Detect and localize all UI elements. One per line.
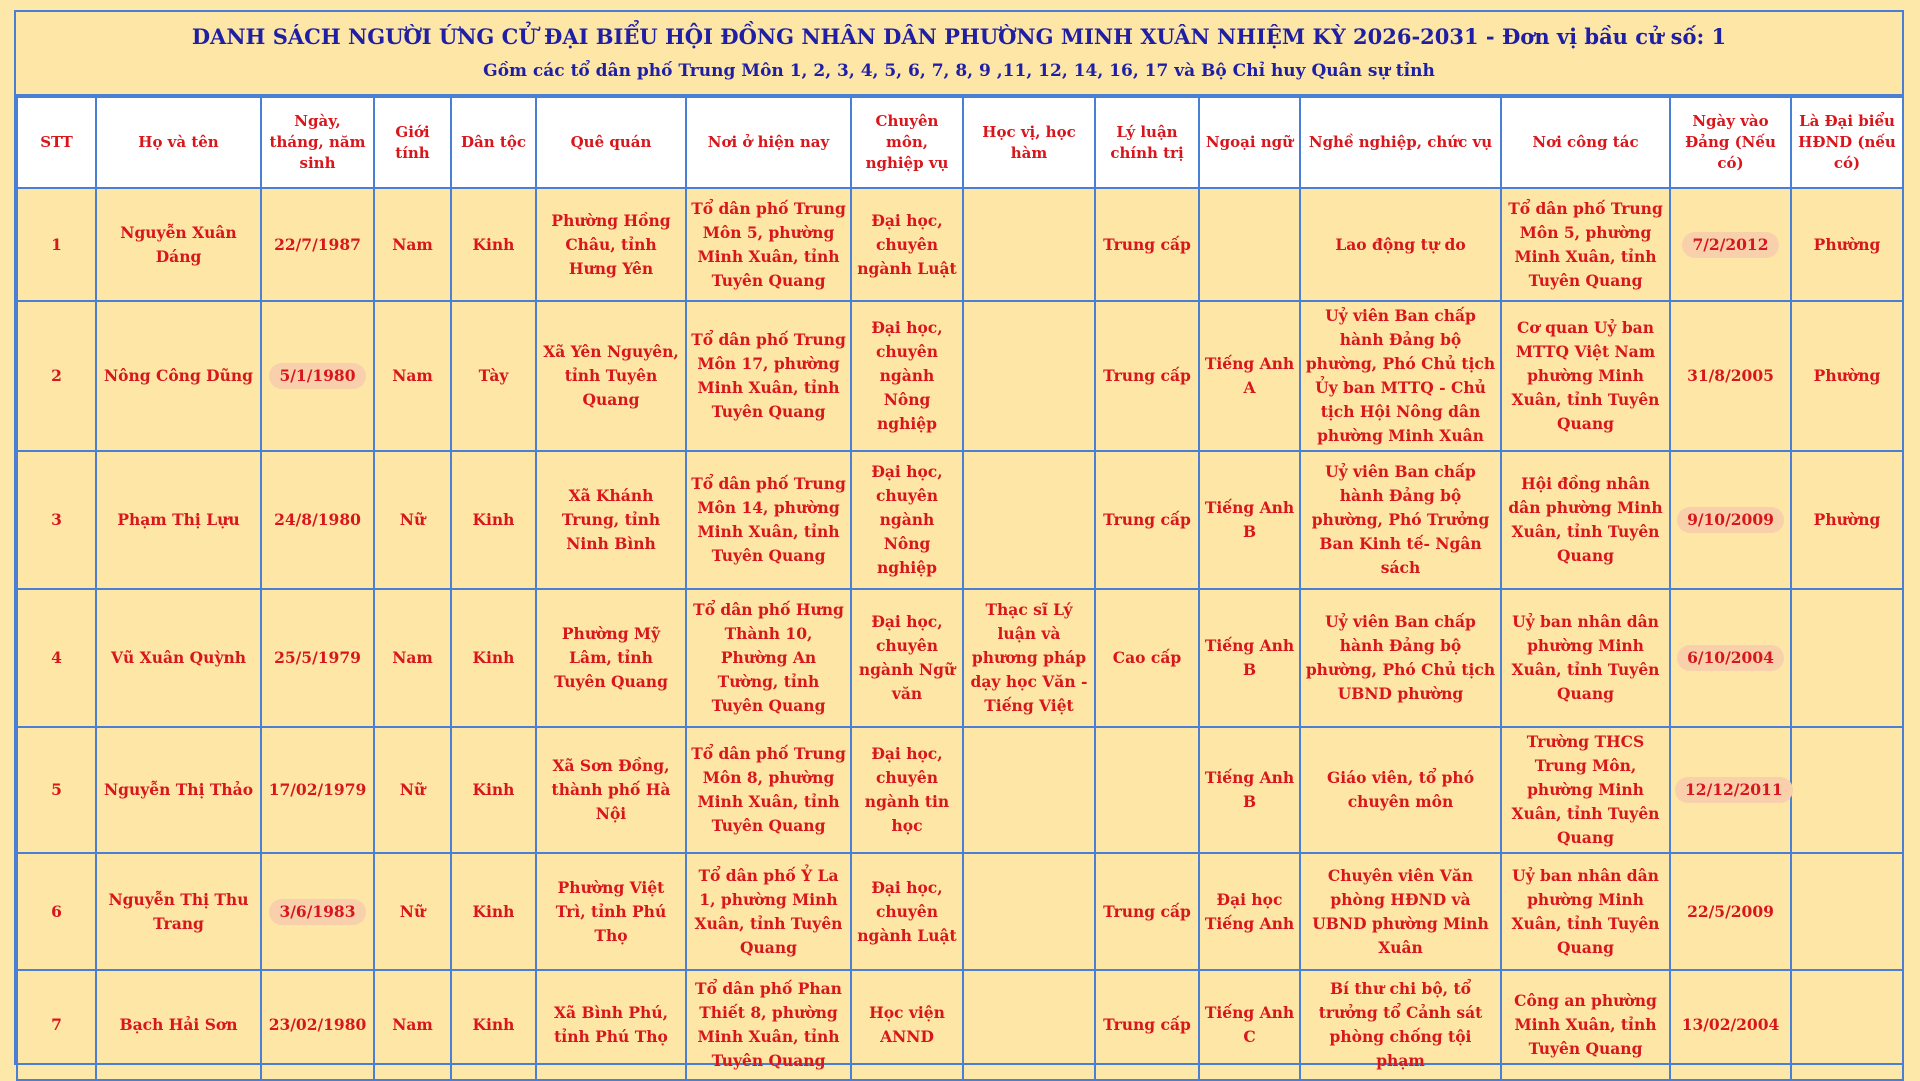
table-row xyxy=(17,853,1903,970)
table-row xyxy=(17,301,1903,451)
document-title: DANH SÁCH NGƯỜI ỨNG CỬ ĐẠI BIỂU HỘI ĐỒNG NHÂN DÂN PHƯỜNG MINH XUÂN NHIỆM KỲ 2026-2031 - Đơn vị bầu cử số: 1 xyxy=(191,24,1727,49)
cell-language: Tiếng Anh B xyxy=(1199,451,1300,589)
header-row xyxy=(17,97,1903,188)
cell-occupation: Chuyên viên Văn phòng HĐND và UBND phường Minh Xuân xyxy=(1300,853,1501,970)
title-block xyxy=(16,12,1902,96)
cell-occupation: Uỷ viên Ban chấp hành Đảng bộ phường, Phó Chủ tịch UBND phường xyxy=(1300,589,1501,727)
cell-workplace: Công an phường Minh Xuân, tỉnh Tuyên Quang xyxy=(1501,970,1670,1080)
cell-ethnicity: Kinh xyxy=(451,970,536,1080)
cell-party-date: 31/8/2005 xyxy=(1670,301,1791,451)
header-expertise: Chuyên môn, nghiệp vụ xyxy=(851,97,963,188)
cell-residence: Tổ dân phố Trung Môn 14, phường Minh Xuân, tỉnh Tuyên Quang xyxy=(686,451,851,589)
cell-occupation: Uỷ viên Ban chấp hành Đảng bộ phường, Phó Chủ tịch Ủy ban MTTQ - Chủ tịch Hội Nông dân phường Minh Xuân xyxy=(1300,301,1501,451)
cell-hometown: Phường Việt Trì, tỉnh Phú Thọ xyxy=(536,853,686,970)
cell-residence: Tổ dân phố Ỷ La 1, phường Minh Xuân, tỉnh Tuyên Quang xyxy=(686,853,851,970)
header-hometown: Quê quán xyxy=(536,97,686,188)
cell-stt: 2 xyxy=(17,301,96,451)
cell-residence: Tổ dân phố Phan Thiết 8, phường Minh Xuân, tỉnh Tuyên Quang xyxy=(686,970,851,1080)
cell-delegate xyxy=(1791,727,1903,853)
cell-stt: 3 xyxy=(17,451,96,589)
cell-ethnicity: Kinh xyxy=(451,589,536,727)
cell-name: Bạch Hải Sơn xyxy=(96,970,261,1080)
header-delegate: Là Đại biểu HĐND (nếu có) xyxy=(1791,97,1903,188)
table-row xyxy=(17,451,1903,589)
header-gender: Giới tính xyxy=(374,97,451,188)
cell-name: Nguyễn Thị Thu Trang xyxy=(96,853,261,970)
cell-dob xyxy=(261,853,374,970)
cell-expertise: Đại học, chuyên ngành Nông nghiệp xyxy=(851,301,963,451)
cell-dob: 22/7/1987 xyxy=(261,188,374,301)
cell-expertise: Đại học, chuyên ngành Luật xyxy=(851,188,963,301)
cell-residence: Tổ dân phố Trung Môn 5, phường Minh Xuân, tỉnh Tuyên Quang xyxy=(686,188,851,301)
cell-hometown: Xã Khánh Trung, tỉnh Ninh Bình xyxy=(536,451,686,589)
header-ethnicity: Dân tộc xyxy=(451,97,536,188)
cell-gender: Nam xyxy=(374,970,451,1080)
table-row xyxy=(17,589,1903,727)
cell-language: Tiếng Anh B xyxy=(1199,589,1300,727)
highlighted-date: 12/12/2011 xyxy=(1675,777,1793,803)
cell-ethnicity: Kinh xyxy=(451,853,536,970)
cell-hometown: Xã Bình Phú, tỉnh Phú Thọ xyxy=(536,970,686,1080)
cell-occupation: Uỷ viên Ban chấp hành Đảng bộ phường, Phó Trưởng Ban Kinh tế- Ngân sách xyxy=(1300,451,1501,589)
cell-ethnicity: Kinh xyxy=(451,188,536,301)
cell-politics: Trung cấp xyxy=(1095,451,1199,589)
cell-workplace: Hội đồng nhân dân phường Minh Xuân, tỉnh Tuyên Quang xyxy=(1501,451,1670,589)
cell-dob: 17/02/1979 xyxy=(261,727,374,853)
table-row xyxy=(17,188,1903,301)
cell-residence: Tổ dân phố Hưng Thành 10, Phường An Tường, tỉnh Tuyên Quang xyxy=(686,589,851,727)
cell-hometown: Xã Yên Nguyên, tỉnh Tuyên Quang xyxy=(536,301,686,451)
cell-residence: Tổ dân phố Trung Môn 17, phường Minh Xuân, tỉnh Tuyên Quang xyxy=(686,301,851,451)
highlighted-date: 9/10/2009 xyxy=(1677,507,1784,533)
cell-residence: Tổ dân phố Trung Môn 8, phường Minh Xuân, tỉnh Tuyên Quang xyxy=(686,727,851,853)
cell-ethnicity: Kinh xyxy=(451,727,536,853)
candidate-table xyxy=(16,96,1904,1081)
cell-degree xyxy=(963,853,1095,970)
cell-gender: Nữ xyxy=(374,451,451,589)
cell-party-date xyxy=(1670,451,1791,589)
cell-name: Nông Công Dũng xyxy=(96,301,261,451)
cell-gender: Nam xyxy=(374,188,451,301)
cell-gender: Nữ xyxy=(374,853,451,970)
cell-ethnicity: Kinh xyxy=(451,451,536,589)
cell-gender: Nam xyxy=(374,301,451,451)
cell-delegate: Phường xyxy=(1791,188,1903,301)
cell-party-date xyxy=(1670,727,1791,853)
header-residence: Nơi ở hiện nay xyxy=(686,97,851,188)
cell-party-date xyxy=(1670,188,1791,301)
cell-degree: Thạc sĩ Lý luận và phương pháp dạy học Văn -Tiếng Việt xyxy=(963,589,1095,727)
cell-politics: Trung cấp xyxy=(1095,188,1199,301)
cell-politics: Trung cấp xyxy=(1095,970,1199,1080)
header-name: Họ và tên xyxy=(96,97,261,188)
cell-workplace: Trường THCS Trung Môn, phường Minh Xuân, tỉnh Tuyên Quang xyxy=(1501,727,1670,853)
cell-gender: Nữ xyxy=(374,727,451,853)
candidate-list-document xyxy=(14,10,1904,1070)
cell-expertise: Học viện ANND xyxy=(851,970,963,1080)
cell-politics: Trung cấp xyxy=(1095,853,1199,970)
cell-party-date: 22/5/2009 xyxy=(1670,853,1791,970)
cell-language: Tiếng Anh A xyxy=(1199,301,1300,451)
cell-degree xyxy=(963,727,1095,853)
cell-dob: 23/02/1980 xyxy=(261,970,374,1080)
cell-language xyxy=(1199,188,1300,301)
cell-dob: 24/8/1980 xyxy=(261,451,374,589)
header-workplace: Nơi công tác xyxy=(1501,97,1670,188)
cell-expertise: Đại học, chuyên ngành Ngữ văn xyxy=(851,589,963,727)
cell-workplace: Cơ quan Uỷ ban MTTQ Việt Nam phường Minh Xuân, tỉnh Tuyên Quang xyxy=(1501,301,1670,451)
cell-degree xyxy=(963,188,1095,301)
cell-name: Nguyễn Thị Thảo xyxy=(96,727,261,853)
highlighted-date: 7/2/2012 xyxy=(1682,232,1778,258)
header-language: Ngoại ngữ xyxy=(1199,97,1300,188)
cell-stt: 6 xyxy=(17,853,96,970)
highlighted-date: 5/1/1980 xyxy=(269,363,365,389)
cell-hometown: Phường Mỹ Lâm, tỉnh Tuyên Quang xyxy=(536,589,686,727)
header-stt: STT xyxy=(17,97,96,188)
cell-degree xyxy=(963,301,1095,451)
table-row xyxy=(17,970,1903,1080)
cell-workplace: Tổ dân phố Trung Môn 5, phường Minh Xuân, tỉnh Tuyên Quang xyxy=(1501,188,1670,301)
cell-stt: 7 xyxy=(17,970,96,1080)
cell-occupation: Giáo viên, tổ phó chuyên môn xyxy=(1300,727,1501,853)
cell-name: Phạm Thị Lựu xyxy=(96,451,261,589)
header-occupation: Nghề nghiệp, chức vụ xyxy=(1300,97,1501,188)
cell-politics: Trung cấp xyxy=(1095,301,1199,451)
cell-delegate xyxy=(1791,589,1903,727)
cell-party-date: 13/02/2004 xyxy=(1670,970,1791,1080)
cell-gender: Nam xyxy=(374,589,451,727)
cell-language: Tiếng Anh B xyxy=(1199,727,1300,853)
cell-ethnicity: Tày xyxy=(451,301,536,451)
cell-delegate xyxy=(1791,970,1903,1080)
cell-politics: Cao cấp xyxy=(1095,589,1199,727)
highlighted-date: 3/6/1983 xyxy=(269,899,365,925)
cell-name: Vũ Xuân Quỳnh xyxy=(96,589,261,727)
cell-stt: 4 xyxy=(17,589,96,727)
cell-occupation: Lao động tự do xyxy=(1300,188,1501,301)
cell-expertise: Đại học, chuyên ngành tin học xyxy=(851,727,963,853)
table-row xyxy=(17,727,1903,853)
cell-dob xyxy=(261,301,374,451)
cell-delegate: Phường xyxy=(1791,451,1903,589)
document-subtitle: Gồm các tổ dân phố Trung Môn 1, 2, 3, 4, 5, 6, 7, 8, 9 ,11, 12, 14, 16, 17 và Bộ Chỉ huy Quân sự tỉnh xyxy=(483,61,1435,81)
cell-language: Đại học Tiếng Anh xyxy=(1199,853,1300,970)
cell-stt: 5 xyxy=(17,727,96,853)
cell-party-date xyxy=(1670,589,1791,727)
cell-stt: 1 xyxy=(17,188,96,301)
cell-delegate xyxy=(1791,853,1903,970)
cell-degree xyxy=(963,970,1095,1080)
header-dob: Ngày, tháng, năm sinh xyxy=(261,97,374,188)
cell-hometown: Phường Hồng Châu, tỉnh Hưng Yên xyxy=(536,188,686,301)
header-politics: Lý luận chính trị xyxy=(1095,97,1199,188)
cell-dob: 25/5/1979 xyxy=(261,589,374,727)
cell-occupation: Bí thư chi bộ, tổ trưởng tổ Cảnh sát phòng chống tội phạm xyxy=(1300,970,1501,1080)
cell-language: Tiếng Anh C xyxy=(1199,970,1300,1080)
cell-expertise: Đại học, chuyên ngành Nông nghiệp xyxy=(851,451,963,589)
cell-delegate: Phường xyxy=(1791,301,1903,451)
cell-expertise: Đại học, chuyên ngành Luật xyxy=(851,853,963,970)
cell-politics xyxy=(1095,727,1199,853)
cell-workplace: Uỷ ban nhân dân phường Minh Xuân, tỉnh Tuyên Quang xyxy=(1501,589,1670,727)
header-party-date: Ngày vào Đảng (Nếu có) xyxy=(1670,97,1791,188)
highlighted-date: 6/10/2004 xyxy=(1677,645,1784,671)
header-degree: Học vị, học hàm xyxy=(963,97,1095,188)
cell-degree xyxy=(963,451,1095,589)
cell-workplace: Uỷ ban nhân dân phường Minh Xuân, tỉnh Tuyên Quang xyxy=(1501,853,1670,970)
cell-hometown: Xã Sơn Đồng, thành phố Hà Nội xyxy=(536,727,686,853)
cell-name: Nguyễn Xuân Dáng xyxy=(96,188,261,301)
